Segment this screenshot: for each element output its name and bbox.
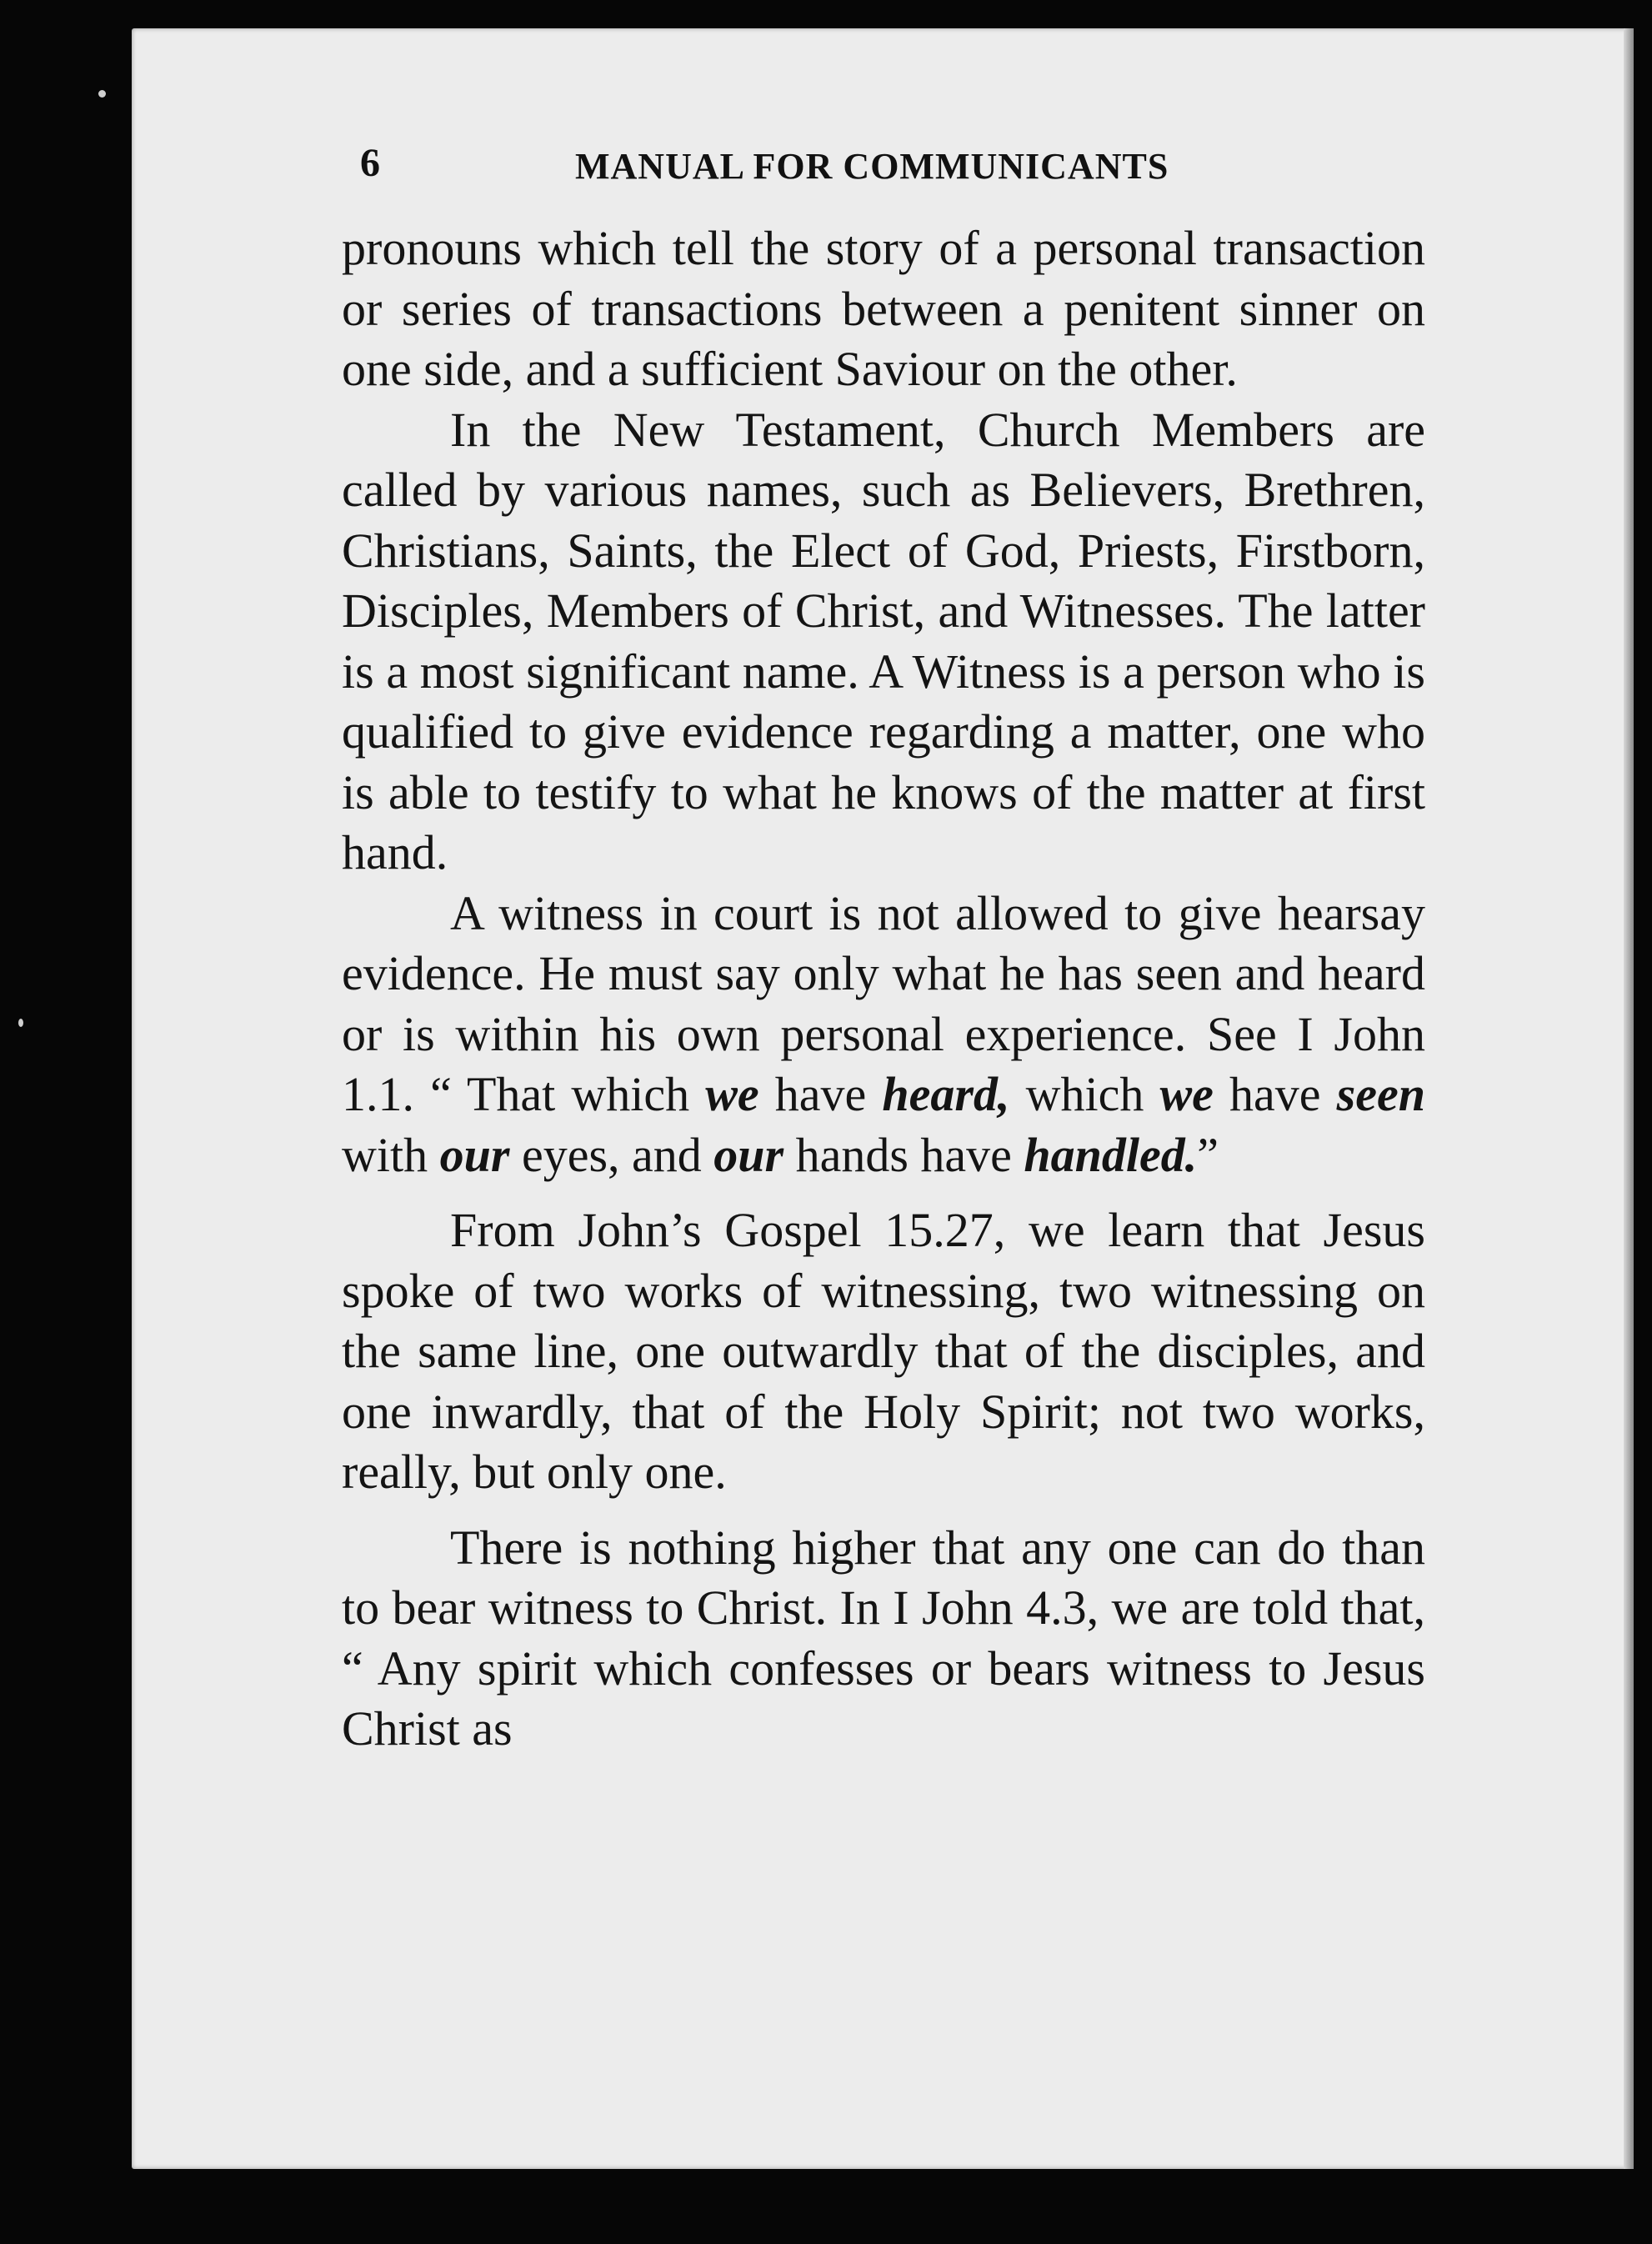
page-edge: [1624, 28, 1634, 2169]
text-run: eyes, and: [509, 1127, 714, 1182]
text-run: From John’s Gospel 15.27, we learn that Jesus spoke of two works of witnessing, two witnessing on the same line, one outwardly that of the disciples, and one inwardly, that of the Holy Spirit; not two works, really, but only one.: [342, 1203, 1425, 1499]
emphasized-text: seen: [1336, 1067, 1425, 1121]
running-head: MANUAL FOR COMMUNICANTS: [575, 146, 1169, 187]
emphasized-text: handled.: [1024, 1127, 1198, 1182]
page-number: 6: [360, 141, 380, 185]
page-header: [360, 140, 1460, 198]
text-run: have: [1213, 1067, 1337, 1121]
paragraph: [342, 218, 1425, 400]
body-text: [342, 218, 1425, 1760]
text-run: ”: [1197, 1127, 1219, 1182]
text-run: There is nothing higher that any one can do than to bear witness to Christ. In I John 4.3, we are told that, “ Any spirit which confesses or bears witness to Jesus Christ as: [342, 1520, 1425, 1756]
paragraph: [342, 1200, 1425, 1503]
emphasized-text: we: [1159, 1067, 1214, 1121]
emphasized-text: our: [439, 1127, 510, 1182]
text-run: have: [758, 1067, 883, 1121]
text-run: with: [342, 1127, 440, 1182]
emphasized-text: our: [713, 1127, 784, 1182]
dust-speck: [98, 90, 106, 98]
emphasized-text: heard,: [882, 1067, 1010, 1121]
text-run: which: [1009, 1067, 1160, 1121]
text-run: A witness in court is not allowed to give hearsay evidence. He must say only what he has seen and heard or is within his own personal experience. See I John 1.1. “ That which: [342, 885, 1425, 1121]
text-run: hands have: [783, 1127, 1024, 1182]
text-run: pronouns which tell the story of a personal transaction or series of transactions between a penitent sinner on one side, and a sufficient Saviour on the other.: [342, 221, 1425, 396]
dust-speck: [18, 1019, 23, 1027]
text-run: In the New Testament, Church Members are called by various names, such as Believers, Brethren, Christians, Saints, the Elect of God, Priests, Firstborn, Disciples, Members of Christ, and Witnesses. The latter is a most significant name. A Witness is a person who is qualified to give evidence regarding a matter, one who is able to testify to what he knows of the matter at first hand.: [342, 402, 1425, 879]
paragraph: [342, 1518, 1425, 1760]
paragraph: [342, 400, 1425, 884]
emphasized-text: we: [705, 1067, 759, 1121]
paragraph: [342, 884, 1425, 1186]
